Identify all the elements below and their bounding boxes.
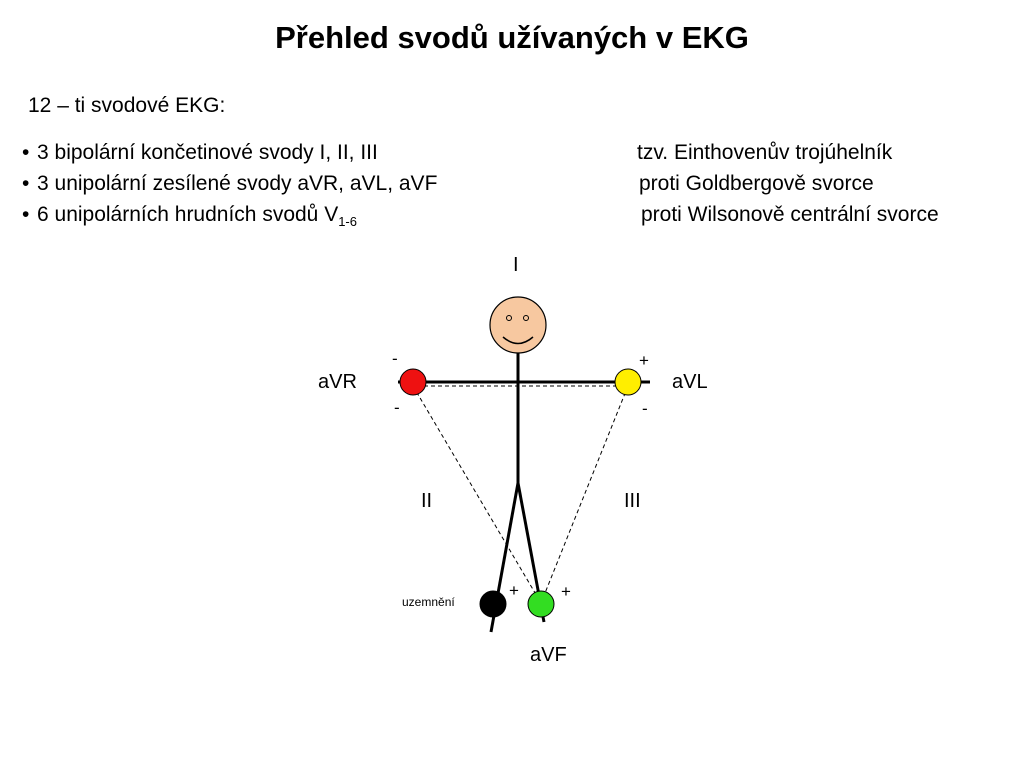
bullet-subscript: 1-6 — [338, 214, 357, 229]
einthoven-side-III — [541, 386, 628, 603]
page-title: Přehled svodů užívaných v EKG — [275, 20, 749, 55]
bullet-note-goldberger: proti Goldbergově svorce — [639, 172, 874, 195]
sign-minus-avr-top: - — [392, 349, 398, 368]
bullet-text: 6 unipolárních hrudních svodů V — [37, 203, 339, 226]
bullet-text: 3 unipolární zesílené svody aVR, aVL, aVF — [37, 172, 438, 195]
bullet-note-wilson: proti Wilsonově centrální svorce — [641, 203, 939, 226]
sign-minus-avl-bottom: - — [642, 399, 648, 418]
label-lead-I: I — [513, 254, 519, 276]
label-avr: aVR — [318, 371, 357, 393]
electrode-ground — [480, 591, 506, 617]
subtitle: 12 – ti svodové EKG: — [28, 94, 226, 117]
head — [490, 297, 546, 353]
label-ground: uzemnění — [402, 595, 455, 609]
einthoven-side-II — [413, 386, 541, 603]
bullet-glyph: • — [22, 141, 30, 164]
bullet-text: 3 bipolární končetinové svody I, II, III — [37, 141, 378, 164]
sign-minus-avr-bottom: - — [394, 398, 400, 417]
electrode-left-leg — [528, 591, 554, 617]
label-avf: aVF — [530, 644, 567, 666]
electrode-left-arm — [615, 369, 641, 395]
label-lead-II: II — [421, 490, 433, 512]
bullet-glyph: • — [22, 203, 30, 226]
sign-plus-avl-top: + — [639, 351, 649, 370]
bullet-note-einthoven: tzv. Einthovenův trojúhelník — [637, 141, 893, 164]
electrode-right-arm — [400, 369, 426, 395]
sign-plus-leg-right: + — [561, 582, 571, 601]
label-avl: aVL — [672, 371, 708, 393]
sign-plus-leg-left: + — [509, 581, 519, 600]
label-lead-III: III — [624, 490, 641, 512]
bullet-glyph: • — [22, 172, 30, 195]
